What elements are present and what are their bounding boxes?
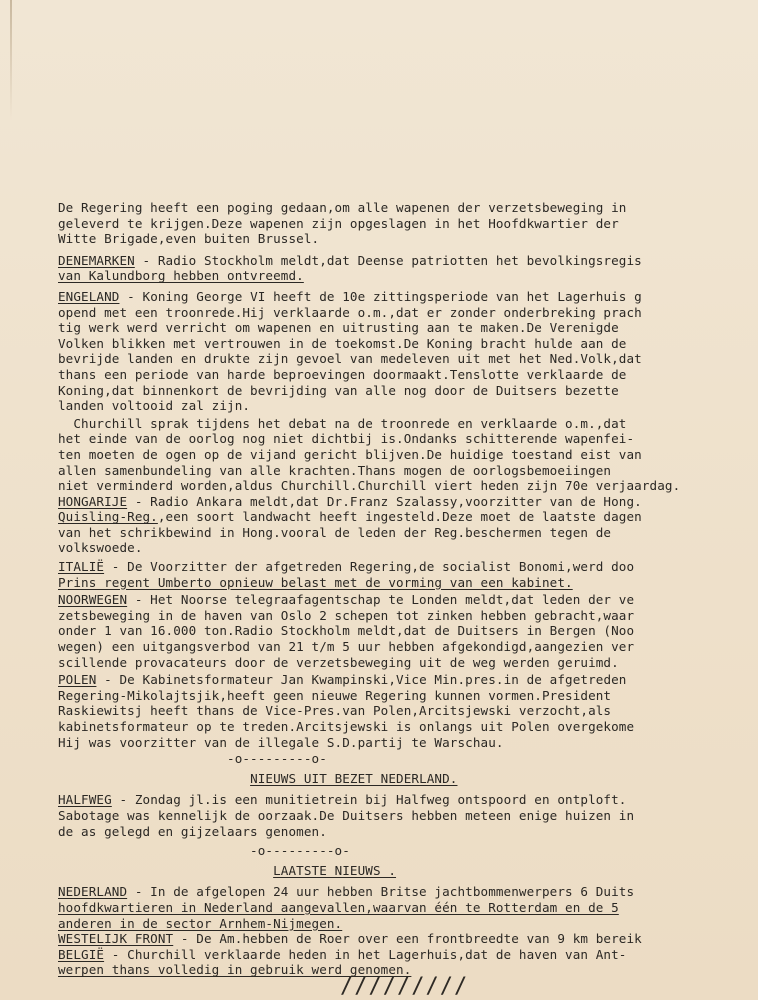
text-run: ,een soort landwacht heeft ingesteld.Deze moet de laatste dagen [157,509,642,525]
text-run: Koning,dat binnenkort de bevrijding van alle nog door de Duitsers bezette [58,382,619,398]
text-line [58,367,758,383]
text-line [58,792,758,808]
underlined-text: NOORWEGEN [58,592,128,608]
footer-marks: ///////// [340,974,469,999]
underlined-text: ITALIË [58,559,105,575]
text-run: geleverd te krijgen.Deze wapenen zijn opgeslagen in het Hoofdkwartier der [58,215,619,231]
underlined-text: LAATSTE NIEUWS . [273,862,397,878]
text-line [58,884,758,900]
text-line [58,931,758,947]
paper-fold [10,0,12,120]
text-run: - Radio Ankara meldt,dat Dr.Franz Szalassy,voorzitter van de Hong. [127,493,642,509]
underlined-text: ENGELAND [58,288,120,304]
text-line [58,639,758,655]
text-line [58,623,758,639]
text-run: van het schrikbewind in Hong.vooral de leden der Reg.beschermen tegen de [58,524,612,540]
text-line [58,351,758,367]
text-line [58,540,758,556]
text-line [58,525,758,541]
text-line [58,200,758,216]
underlined-text: anderen in de sector Arnhem-Nijmegen. [58,915,343,931]
text-line [58,863,758,879]
text-line [58,383,758,399]
text-line [58,305,758,321]
text-run: thans een periode van harde beproevingen doormaakt.Tenslotte verklaarde de [58,366,627,382]
text-run: Witte Brigade,even buiten Brussel. [58,231,320,247]
text-line [58,494,758,510]
text-run: Sabotage was kennelijk de oorzaak.De Duitsers hebben meteen enige huizen in [58,807,635,823]
text-run: Regering-Mikolajtsjik,heeft geen nieuwe Regering kunnen vormen.President [58,687,612,703]
text-run [58,863,273,878]
text-run: opend met een troonrede.Hij verklaarde o.m.,dat er zonder onderbreking prach [58,304,642,320]
text-line [58,751,758,767]
underlined-text: NIEUWS UIT BEZET NEDERLAND. [250,770,458,786]
text-line [58,719,758,735]
document-body [58,200,758,978]
text-line [58,320,758,336]
text-run: allen samenbundeling van alle krachten.Thans mogen de oorlogsbemoeiingen [58,462,612,478]
underlined-text: van Kalundborg hebben ontvreemd. [58,268,304,284]
text-line [58,216,758,232]
text-run [58,771,250,786]
text-run: -o---------o- [58,751,327,767]
text-run: het einde van de oorlog nog niet dichtbij is.Ondanks schitterende wapenfei- [58,431,635,447]
underlined-text: HONGARIJE [58,493,128,509]
text-run: onder 1 van 16.000 ton.Radio Stockholm meldt,dat de Duitsers in Bergen (Noo [58,623,635,639]
text-run: - Het Noorse telegraafagentschap te Londen meldt,dat leden der ve [127,592,635,608]
text-run: - Churchill verklaarde heden in het Lagerhuis,dat de haven van Ant- [104,946,627,962]
text-run: - Radio Stockholm meldt,dat Deense patriotten het bevolkingsregis [134,252,642,268]
text-line [58,843,758,859]
text-run: kabinetsformateur op te treden.Arcitsjewski is onlangs uit Polen overgekome [58,719,635,734]
text-run: Raskiewitsj heeft thans de Vice-Pres.van Polen,Arcitsjewski verzocht,als [58,703,612,719]
text-line [58,231,758,247]
text-line [58,575,758,591]
text-line [58,289,758,305]
text-run: - Koning George VI heeft de 10e zittingsperiode van het Lagerhuis g [119,288,642,304]
text-run: zetsbeweging in de haven van Oslo 2 schepen tot zinken hebben gebracht,waar [58,607,635,623]
text-run: - Zondag jl.is een munitietrein bij Halfweg ontspoord en ontploft. [111,792,627,808]
text-line [58,688,758,704]
text-run: bevrijde landen en drukte zijn gevoel van medeleven uit met het Ned.Volk,dat [58,351,642,367]
text-run: volkswoede. [58,540,143,556]
text-line [58,559,758,575]
text-line [58,253,758,269]
underlined-text: Quisling-Reg. [58,509,158,525]
text-run: - De Am.hebben de Roer over een frontbreedte van 9 km bereik [173,931,642,947]
text-line [58,431,758,447]
underlined-text: WESTELIJK FRONT [58,931,174,947]
text-run: de as gelegd en gijzelaars genomen. [58,823,327,839]
text-run: Hij was voorzitter van de illegale S.D.partij te Warschau. [58,734,504,750]
text-line [58,947,758,963]
underlined-text: BELGIË [58,946,105,962]
text-line [58,268,758,284]
text-line [58,608,758,624]
text-line [58,824,758,840]
text-line [58,478,758,494]
text-run: - De Voorzitter der afgetreden Regering,de socialist Bonomi,werd doo [104,559,635,575]
underlined-text: HALFWEG [58,792,112,808]
text-line [58,771,758,787]
underlined-text: hoofdkwartieren in Nederland aangevallen,waarvan één te Rotterdam en de 5 [58,899,619,915]
text-run: Churchill sprak tijdens het debat na de troonrede en verklaarde o.m.,dat [58,415,627,431]
text-run: - In de afgelopen 24 uur hebben Britse jachtbommenwerpers 6 Duits [127,884,635,900]
underlined-text: DENEMARKEN [58,252,135,268]
text-line [58,900,758,916]
text-run: ten moeten de ogen op de vijand gericht blijven.De huidige toestand eist van [58,446,642,462]
text-run: scillende provacateurs door de verzetsbeweging uit de weg werden geruimd. [58,654,619,670]
text-run: Volken blikken met vertrouwen in de toekomst.De Koning bracht hulde aan de [58,335,627,351]
underlined-text: POLEN [58,672,97,688]
underlined-text: werpen thans volledig in gebruik werd genomen. [58,962,412,978]
text-line [58,398,758,414]
underlined-text: Prins regent Umberto opnieuw belast met de vorming van een kabinet. [58,574,573,590]
text-line [58,808,758,824]
text-line [58,672,758,688]
text-line [58,592,758,608]
text-line [58,509,758,525]
text-run: -o---------o- [58,843,350,859]
text-line [58,655,758,671]
text-line [58,447,758,463]
text-line [58,916,758,932]
text-run: De Regering heeft een poging gedaan,om alle wapenen der verzetsbeweging in [58,200,627,215]
underlined-text: NEDERLAND [58,884,128,900]
text-line [58,703,758,719]
text-run: wegen) een uitgangsverbod van 21 t/m 5 uur hebben afgekondigd,aangezien ver [58,639,635,655]
text-line [58,336,758,352]
text-line [58,416,758,432]
text-line [58,463,758,479]
text-run: tig werk werd verricht om wapenen en uitrusting aan te maken.De Verenigde [58,320,619,336]
text-run: landen voltooid zal zijn. [58,398,251,414]
text-line [58,735,758,751]
text-run: - De Kabinetsformateur Jan Kwampinski,Vice Min.pres.in de afgetreden [96,672,627,688]
text-run: niet verminderd worden,aldus Churchill.Churchill viert heden zijn 70e verjaardag. [58,478,681,494]
